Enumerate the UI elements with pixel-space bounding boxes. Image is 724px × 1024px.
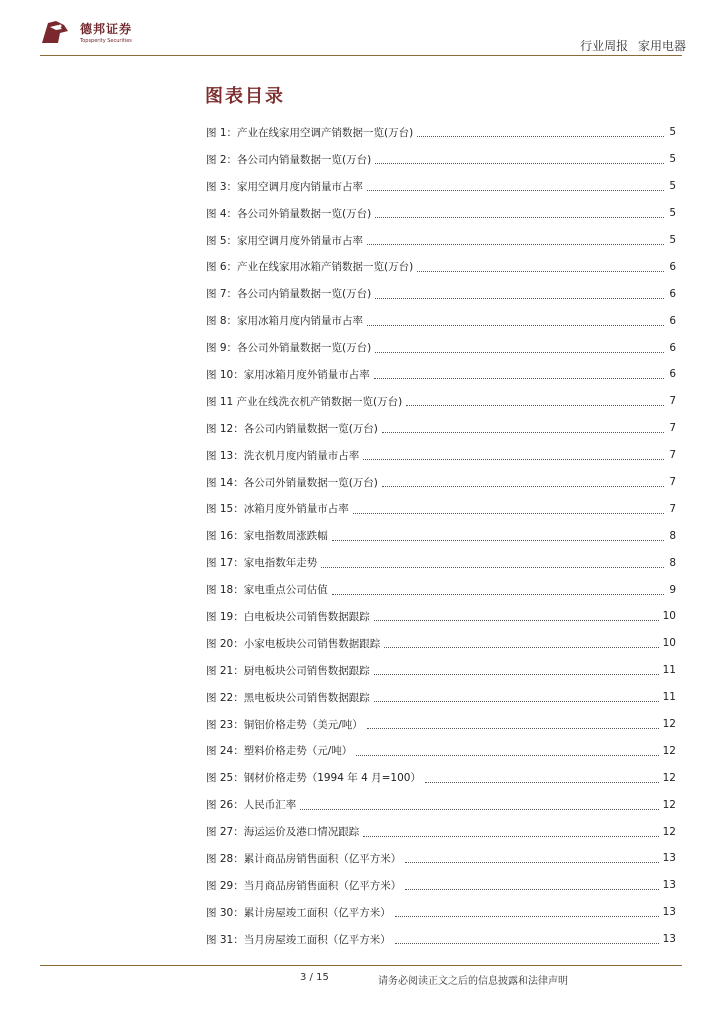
toc-entry-page: 10 — [662, 610, 676, 623]
toc-entry-page: 11 — [662, 691, 676, 704]
toc-entry-label: 图 19：白电板块公司销售数据跟踪 — [206, 610, 370, 623]
toc-entry-page: 7 — [669, 449, 676, 462]
toc-leader-dots — [363, 458, 664, 460]
toc-entry-page: 12 — [662, 771, 676, 784]
toc-entry-page: 12 — [662, 825, 676, 838]
toc-entry-page: 7 — [669, 502, 676, 515]
toc-entry[interactable] — [206, 603, 676, 630]
toc-entry[interactable] — [206, 307, 676, 334]
toc-leader-dots — [395, 942, 659, 944]
toc-entry-label: 图 6：产业在线家用冰箱产销数据一览(万台) — [206, 261, 414, 274]
toc-entry-page: 12 — [662, 744, 676, 757]
toc-entry[interactable] — [206, 119, 676, 146]
logo-mark-icon — [38, 17, 72, 49]
toc-leader-dots — [353, 512, 664, 514]
toc-entry[interactable] — [206, 388, 676, 415]
toc-leader-dots — [374, 377, 664, 379]
toc-entry-page: 12 — [662, 718, 676, 731]
toc-leader-dots — [367, 189, 664, 191]
toc-entry-label: 图 27：海运运价及港口情况跟踪 — [206, 826, 360, 839]
report-sector: 家用电器 — [637, 39, 686, 53]
toc-entry-page: 13 — [662, 852, 676, 865]
toc-entry-page: 5 — [669, 207, 676, 220]
toc-entry-label: 图 9：各公司外销量数据一览(万台) — [206, 342, 372, 355]
logo-text-en: Topsperity Securities — [80, 38, 132, 44]
toc-entry-label: 图 25：钢材价格走势（1994 年 4 月=100） — [206, 772, 421, 785]
toc-entry-label: 图 7：各公司内销量数据一览(万台) — [206, 288, 372, 301]
toc-entry-page: 10 — [662, 637, 676, 650]
toc-entry[interactable] — [206, 227, 676, 254]
toc-entry-page: 7 — [669, 422, 676, 435]
toc-entry-page: 6 — [669, 368, 676, 381]
toc-entry-page: 13 — [662, 933, 676, 946]
toc-entry[interactable] — [206, 253, 676, 280]
toc-entry[interactable] — [206, 549, 676, 576]
toc-entry[interactable] — [206, 442, 676, 469]
toc-entry[interactable] — [206, 495, 676, 522]
toc-entry-page: 7 — [669, 395, 676, 408]
toc-entry-page: 8 — [669, 556, 676, 569]
toc-entry[interactable] — [206, 146, 676, 173]
toc-leader-dots — [375, 351, 664, 353]
toc-entry-label: 图 13：洗衣机月度内销量市占率 — [206, 449, 360, 462]
toc-entry-label: 图 22：黑电板块公司销售数据跟踪 — [206, 691, 370, 704]
toc-entry[interactable] — [206, 334, 676, 361]
toc-entry-label: 图 14：各公司外销量数据一览(万台) — [206, 476, 378, 489]
toc-entry-label: 图 17：家电指数年走势 — [206, 557, 318, 570]
toc-entry[interactable] — [206, 872, 676, 899]
toc-entry-label: 图 2：各公司内销量数据一览(万台) — [206, 153, 372, 166]
toc-leader-dots — [332, 539, 664, 541]
toc-entry[interactable] — [206, 576, 676, 603]
report-category — [580, 37, 686, 54]
toc-entry-label: 图 29：当月商品房销售面积（亿平方米） — [206, 879, 402, 892]
footer-divider — [40, 965, 682, 966]
toc-entry[interactable] — [206, 899, 676, 926]
report-type: 行业周报 — [580, 39, 629, 53]
toc-entry-page: 12 — [662, 798, 676, 811]
toc-entry-label: 图 8：家用冰箱月度内销量市占率 — [206, 315, 364, 328]
toc-leader-dots — [425, 781, 659, 783]
toc-entry-label: 图 26：人民币汇率 — [206, 799, 297, 812]
toc-leader-dots — [332, 593, 664, 595]
toc-entry-page: 13 — [662, 879, 676, 892]
toc-leader-dots — [375, 297, 664, 299]
company-logo — [38, 17, 148, 49]
toc-entry[interactable] — [206, 469, 676, 496]
toc-leader-dots — [374, 700, 659, 702]
toc-entry-label: 图 16：家电指数周涨跌幅 — [206, 530, 328, 543]
toc-leader-dots — [374, 619, 659, 621]
toc-entry-page: 9 — [669, 583, 676, 596]
toc-leader-dots — [367, 324, 664, 326]
toc-entry-page: 5 — [669, 180, 676, 193]
toc-title: 图表目录 — [205, 86, 285, 107]
toc-entry[interactable] — [206, 764, 676, 791]
toc-entry-page: 5 — [669, 126, 676, 139]
toc-leader-dots — [417, 270, 664, 272]
toc-entry-label: 图 15：冰箱月度外销量市占率 — [206, 503, 349, 516]
toc-entry-label: 图 18：家电重点公司估值 — [206, 584, 328, 597]
toc-entry[interactable] — [206, 926, 676, 953]
toc-entry-label: 图 28：累计商品房销售面积（亿平方米） — [206, 852, 402, 865]
toc-entry[interactable] — [206, 173, 676, 200]
toc-leader-dots — [321, 566, 664, 568]
toc-leader-dots — [367, 243, 664, 245]
toc-entry-label: 图 3：家用空调月度内销量市占率 — [206, 180, 364, 193]
toc-entry-page: 6 — [669, 260, 676, 273]
toc-leader-dots — [406, 404, 664, 406]
toc-entry-label: 图 4：各公司外销量数据一览(万台) — [206, 207, 372, 220]
toc-leader-dots — [417, 135, 664, 137]
toc-entry[interactable] — [206, 522, 676, 549]
toc-leader-dots — [367, 727, 659, 729]
toc-leader-dots — [375, 216, 664, 218]
toc-entry-page: 6 — [669, 341, 676, 354]
toc-entry-page: 8 — [669, 529, 676, 542]
toc-entry-label: 图 5：家用空调月度外销量市占率 — [206, 234, 364, 247]
page-header — [0, 0, 724, 60]
toc-entry-page: 5 — [669, 234, 676, 246]
toc-entry-label: 图 1：产业在线家用空调产销数据一览(万台) — [206, 126, 414, 139]
toc-entry-label: 图 21：厨电板块公司销售数据跟踪 — [206, 664, 370, 677]
toc-entry-page: 7 — [669, 476, 676, 489]
toc-entry-label: 图 12：各公司内销量数据一览(万台) — [206, 422, 378, 435]
toc-entry-label: 图 24：塑料价格走势（元/吨） — [206, 745, 353, 758]
toc-entry[interactable] — [206, 818, 676, 845]
logo-text-cn: 德邦证券 — [80, 22, 133, 36]
toc-list — [206, 119, 676, 953]
toc-entry-label: 图 11 产业在线洗衣机产销数据一览(万台) — [206, 395, 403, 408]
toc-entry-page: 5 — [669, 153, 676, 166]
toc-entry-label: 图 31：当月房屋竣工面积（亿平方米） — [206, 933, 391, 946]
toc-entry[interactable] — [206, 200, 676, 227]
toc-leader-dots — [356, 754, 658, 756]
toc-leader-dots — [382, 485, 664, 487]
toc-entry-label: 图 23：铜铝价格走势（美元/吨） — [206, 718, 363, 731]
toc-entry[interactable] — [206, 845, 676, 872]
toc-entry[interactable] — [206, 361, 676, 388]
legal-disclaimer: 请务必阅读正文之后的信息披露和法律声明 — [378, 976, 568, 987]
toc-entry[interactable] — [206, 791, 676, 818]
toc-entry[interactable] — [206, 630, 676, 657]
toc-leader-dots — [363, 835, 658, 837]
toc-entry-page: 6 — [669, 287, 676, 300]
toc-entry[interactable] — [206, 684, 676, 711]
toc-entry[interactable] — [206, 280, 676, 307]
toc-entry[interactable] — [206, 415, 676, 442]
toc-leader-dots — [300, 808, 658, 810]
toc-entry-page: 13 — [662, 906, 676, 919]
toc-entry-label: 图 20：小家电板块公司销售数据跟踪 — [206, 637, 381, 650]
page-number: 3 / 15 — [300, 972, 329, 983]
toc-entry-page: 11 — [662, 664, 676, 677]
toc-leader-dots — [405, 861, 658, 863]
toc-leader-dots — [395, 915, 659, 917]
toc-leader-dots — [375, 162, 664, 164]
toc-entry-label: 图 30：累计房屋竣工面积（亿平方米） — [206, 906, 391, 919]
toc-entry[interactable] — [206, 711, 676, 738]
header-divider — [40, 55, 682, 56]
toc-entry-page: 6 — [669, 314, 676, 327]
toc-entry[interactable] — [206, 657, 676, 684]
toc-leader-dots — [405, 888, 658, 890]
toc-entry[interactable] — [206, 737, 676, 764]
toc-leader-dots — [382, 431, 664, 433]
toc-entry-label: 图 10：家用冰箱月度外销量市占率 — [206, 368, 370, 381]
toc-leader-dots — [374, 673, 659, 675]
toc-leader-dots — [384, 646, 658, 648]
